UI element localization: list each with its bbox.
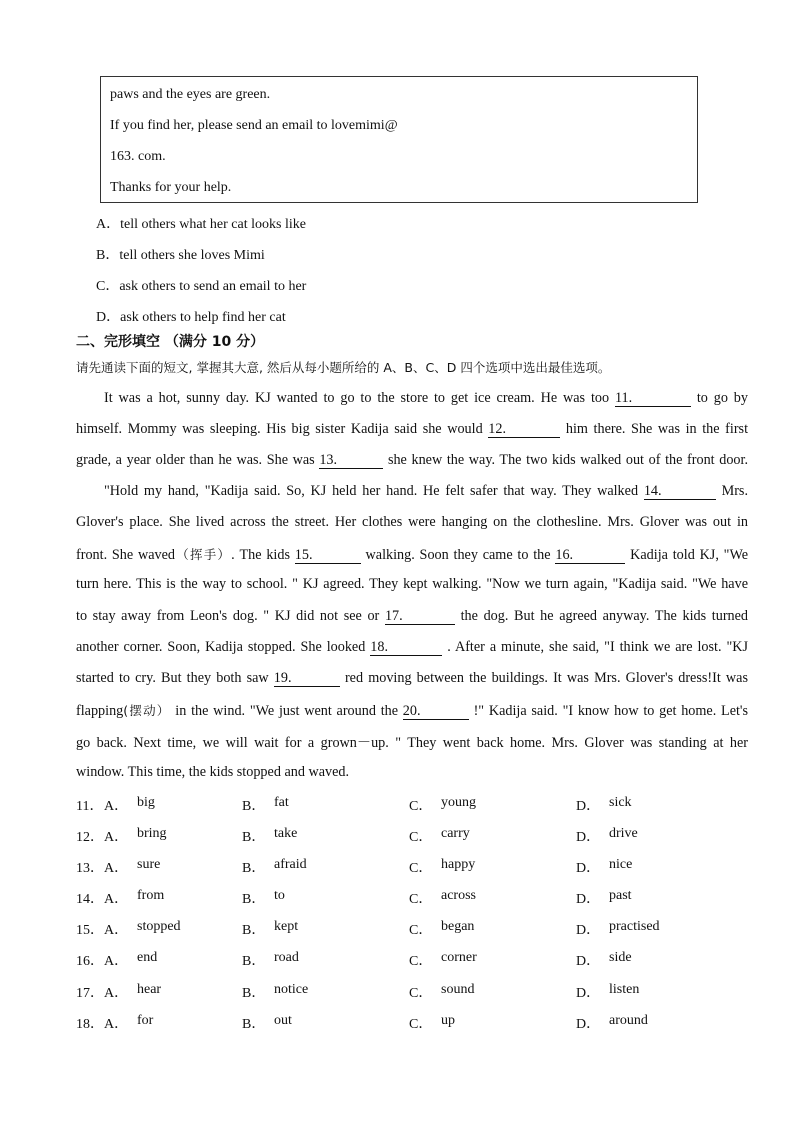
question-row	[76, 795, 756, 815]
label-d: D．	[576, 861, 601, 876]
blank-11: 11.	[615, 391, 691, 407]
text: grade, a year older than he was. She was	[76, 452, 315, 468]
passage-line	[76, 639, 748, 659]
passage-line	[76, 608, 748, 628]
label-a: A．	[104, 892, 129, 907]
text: the dog. But he agreed anyway. The kids turned	[460, 608, 748, 624]
choice-b[interactable]: afraid	[274, 857, 307, 872]
choice-d[interactable]: sick	[609, 795, 632, 810]
text: himself. Mommy was sleeping. His big sister Kadija said she would	[76, 421, 483, 437]
box-line: paws and the eyes are green.	[110, 87, 271, 102]
text: started to cry. But they both saw	[76, 670, 269, 686]
label-c: C．	[409, 799, 433, 814]
choice-d[interactable]: drive	[609, 826, 638, 841]
question-number: 14．	[76, 892, 104, 907]
choice-c[interactable]: corner	[441, 950, 477, 965]
label-a: A．	[104, 861, 129, 876]
section-instruction: 请先通读下面的短文, 掌握其大意, 然后从每小题所给的 A、B、C、D 四个选项中选出最佳选项。	[76, 360, 611, 375]
choice-d[interactable]: listen	[609, 982, 640, 997]
passage-line	[76, 421, 748, 441]
text: Kadija told KJ, "We	[630, 547, 748, 563]
blank-18: 18.	[370, 640, 442, 656]
blank-12: 12.	[488, 422, 560, 438]
choice-b[interactable]: road	[274, 950, 299, 965]
label-b: B．	[242, 954, 266, 969]
label-a: A．	[104, 1017, 129, 1032]
choice-d[interactable]: side	[609, 950, 632, 965]
passage-line: Glover's place. She lived across the street. Her clothes were hanging on the clothesline. Mrs. Glover was out in	[76, 514, 748, 530]
blank-13: 13.	[319, 453, 383, 469]
question-row	[76, 982, 756, 1002]
text: Mrs.	[721, 483, 748, 499]
label-b: B．	[242, 861, 266, 876]
question-number: 11．	[76, 799, 104, 814]
passage-line: turn here. This is the way to school. " KJ agreed. They kept walking. "Now we turn again, "Kadija said. "We have	[76, 576, 748, 592]
passage-line	[76, 701, 748, 721]
notice-box	[100, 76, 698, 203]
text: red moving between the buildings. It was Mrs. Glover's dress!It was	[344, 670, 748, 686]
blank-14: 14.	[644, 484, 716, 500]
label-c: C．	[409, 861, 433, 876]
blank-15: 15.	[295, 548, 361, 564]
text: It was a hot, sunny day. KJ wanted to go to the store to get ice cream. He was too	[104, 390, 610, 406]
choice-c[interactable]: happy	[441, 857, 476, 872]
text: to stay away from Leon's dog. " KJ did not see or	[76, 608, 380, 624]
label-b: B．	[242, 799, 266, 814]
passage-line	[76, 545, 748, 565]
text: she knew the way. The two kids walked out of the front door.	[387, 452, 748, 468]
text: "Hold my hand, "Kadija said. So, KJ held her hand. He felt safer that way. They walked	[104, 483, 639, 499]
choice-c[interactable]: up	[441, 1013, 455, 1028]
question-row	[76, 919, 756, 939]
choice-a[interactable]: hear	[137, 982, 162, 997]
label-a: A．	[104, 830, 129, 845]
choice-b[interactable]: notice	[274, 982, 309, 997]
text: . The kids	[231, 547, 290, 563]
choice-d[interactable]: practised	[609, 919, 660, 934]
label-c: C．	[409, 830, 433, 845]
choice-c[interactable]: began	[441, 919, 475, 934]
label-b: B．	[242, 892, 266, 907]
choice-c[interactable]: sound	[441, 982, 475, 997]
choice-a[interactable]: stopped	[137, 919, 181, 934]
choice-b[interactable]: kept	[274, 919, 299, 934]
choice-b[interactable]: fat	[274, 795, 289, 810]
label-d: D．	[576, 986, 601, 1001]
passage-line: window. This time, the kids stopped and waved.	[76, 764, 350, 780]
label-d: D．	[576, 1017, 601, 1032]
question-number: 12．	[76, 830, 104, 845]
text: walking. Soon they came to the	[365, 547, 551, 563]
text: !" Kadija said. "I know how to get home. Let's	[473, 703, 748, 719]
text-cjk: （挥手）	[175, 547, 232, 562]
label-d: D．	[576, 830, 601, 845]
label-a: A．	[104, 954, 129, 969]
text: front. She waved	[76, 547, 175, 563]
passage-line: go back. Next time, we will wait for a grown－up. " They went back home. Mrs. Glover was standing at her	[76, 735, 748, 751]
option-c: C．ask others to send an email to her	[96, 279, 307, 294]
choice-c[interactable]: across	[441, 888, 476, 903]
passage-line	[76, 452, 748, 472]
label-c: C．	[409, 923, 433, 938]
box-line: Thanks for your help.	[110, 180, 232, 195]
choice-a[interactable]: for	[137, 1013, 154, 1028]
label-c: C．	[409, 986, 433, 1001]
section-title: 二、完形填空 （满分 10 分）	[76, 334, 265, 350]
question-row	[76, 1013, 756, 1033]
question-number: 18．	[76, 1017, 104, 1032]
choice-a[interactable]: sure	[137, 857, 161, 872]
question-number: 16．	[76, 954, 104, 969]
question-row	[76, 857, 756, 877]
choice-a[interactable]: bring	[137, 826, 167, 841]
choice-c[interactable]: carry	[441, 826, 470, 841]
option-b: B．tell others she loves Mimi	[96, 248, 265, 263]
label-a: A．	[104, 923, 129, 938]
text: him there. She was in the first	[565, 421, 748, 437]
choice-a[interactable]: big	[137, 795, 155, 810]
question-row	[76, 826, 756, 846]
label-b: B．	[242, 923, 266, 938]
choice-d[interactable]: nice	[609, 857, 633, 872]
choice-a[interactable]: from	[137, 888, 165, 903]
choice-d[interactable]: around	[609, 1013, 648, 1028]
box-line: If you find her, please send an email to lovemimi@	[110, 118, 398, 133]
choice-b[interactable]: to	[274, 888, 285, 903]
label-c: C．	[409, 892, 433, 907]
text-cjk: (摆动）	[123, 703, 171, 718]
box-line: 163. com.	[110, 149, 166, 164]
blank-17: 17.	[385, 609, 455, 625]
label-b: B．	[242, 986, 266, 1001]
label-a: A．	[104, 799, 129, 814]
choice-b[interactable]: take	[274, 826, 298, 841]
label-b: B．	[242, 1017, 266, 1032]
choice-c[interactable]: young	[441, 795, 476, 810]
passage-line	[76, 670, 748, 690]
label-c: C．	[409, 1017, 433, 1032]
question-number: 17．	[76, 986, 104, 1001]
label-d: D．	[576, 799, 601, 814]
question-row	[76, 950, 756, 970]
option-a: A．tell others what her cat looks like	[96, 217, 306, 232]
blank-19: 19.	[274, 671, 340, 687]
text: . After a minute, she said, "I think we are lost. "KJ	[447, 639, 748, 655]
blank-16: 16.	[555, 548, 625, 564]
text: to go by	[696, 390, 748, 406]
blank-20: 20.	[403, 704, 469, 720]
option-d: D．ask others to help find her cat	[96, 310, 286, 325]
label-d: D．	[576, 954, 601, 969]
text: in the wind. "We just went around the	[175, 703, 399, 719]
label-c: C．	[409, 954, 433, 969]
text: flapping	[76, 703, 124, 719]
choice-a[interactable]: end	[137, 950, 158, 965]
question-number: 13．	[76, 861, 104, 876]
choice-d[interactable]: past	[609, 888, 632, 903]
question-number: 15．	[76, 923, 104, 938]
text: another corner. Soon, Kadija stopped. She looked	[76, 639, 366, 655]
choice-b[interactable]: out	[274, 1013, 292, 1028]
label-b: B．	[242, 830, 266, 845]
label-d: D．	[576, 923, 601, 938]
label-d: D．	[576, 892, 601, 907]
question-row	[76, 888, 756, 908]
passage-line	[104, 483, 748, 503]
passage-line	[104, 390, 748, 410]
label-a: A．	[104, 986, 129, 1001]
